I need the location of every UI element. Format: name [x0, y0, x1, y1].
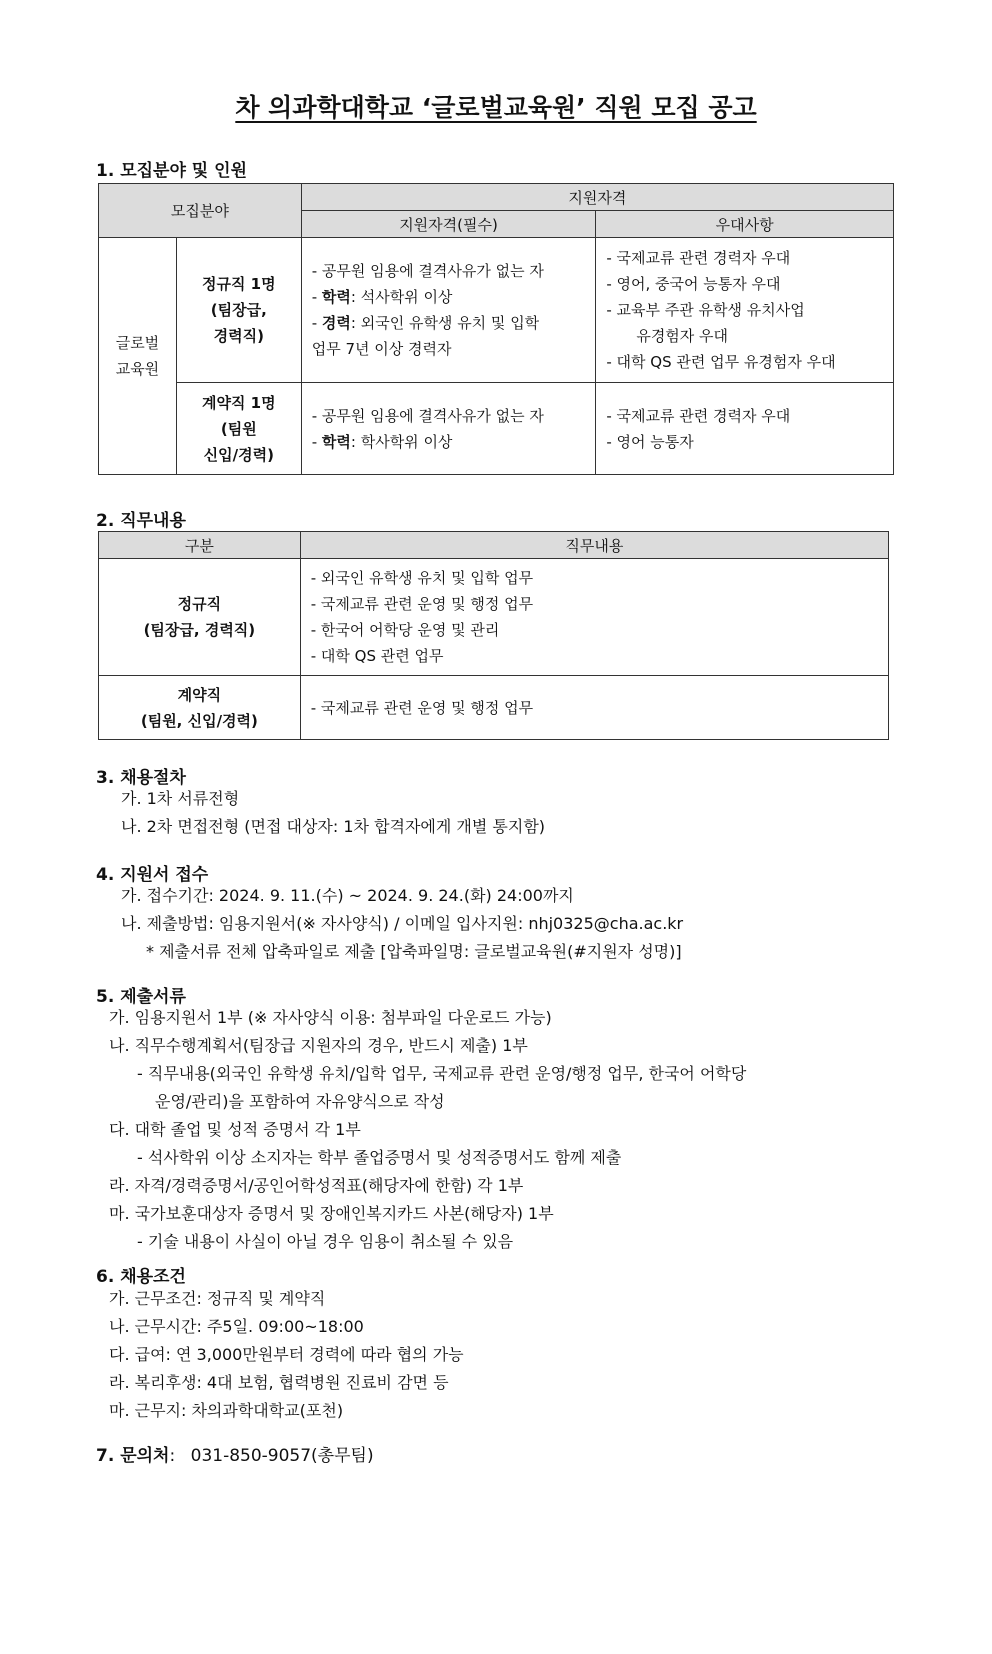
application-period: 가. 접수기간: 2024. 9. 11.(수) ~ 2024. 9. 24.(화) 24:00까지	[121, 886, 574, 905]
position-regular: 정규직 1명 (팀장급, 경력직)	[176, 238, 301, 383]
contract-preferred-cell	[596, 383, 894, 475]
header-required-qualification: 지원자격(필수)	[301, 211, 596, 238]
document-subitem: - 직무내용(외국인 유학생 유치/입학 업무, 국제교류 관련 운영/행정 업무, 한국어 어학당	[137, 1064, 747, 1083]
header-preferred: 우대사항	[596, 211, 894, 238]
section-3-heading: 3. 채용절차	[96, 768, 186, 788]
recruitment-field-table	[98, 183, 894, 475]
department-cell: 글로벌 교육원	[99, 238, 177, 475]
section-4-body	[121, 882, 683, 966]
pref-item: - 교육부 주관 유학생 유치사업	[606, 301, 805, 319]
condition-item: 마. 근무지: 차의과학대학교(포천)	[109, 1401, 344, 1420]
req-item: - 공무원 임용에 결격사유가 없는 자	[311, 406, 544, 425]
header-category: 구분	[99, 532, 301, 559]
procedure-step: 가. 1차 서류전형	[121, 789, 240, 808]
document-item: 가. 임용지원서 1부 (※ 자사양식 이용: 첨부파일 다운로드 가능)	[109, 1008, 552, 1027]
pref-item: - 영어 능통자	[606, 432, 694, 451]
condition-item: 나. 근무시간: 주5일. 09:00~18:00	[109, 1317, 364, 1336]
req-item: - 공무원 임용에 결격사유가 없는 자	[311, 262, 544, 280]
section-1-heading: 1. 모집분야 및 인원	[96, 161, 247, 181]
document-subitem: - 기술 내용이 사실이 아닐 경우 임용이 취소될 수 있음	[137, 1232, 514, 1251]
document-item: 마. 국가보훈대상자 증명서 및 장애인복지카드 사본(해당자) 1부	[109, 1204, 554, 1223]
section-7-heading: 7. 문의처	[96, 1446, 170, 1466]
duty-contract-type: 계약직 (팀원, 신입/경력)	[99, 676, 301, 740]
document-item: 나. 직무수행계획서(팀장급 지원자의 경우, 반드시 제출) 1부	[109, 1036, 528, 1055]
section-7-colon: :	[169, 1446, 176, 1466]
regular-preferred-cell	[596, 238, 894, 383]
condition-item: 다. 급여: 연 3,000만원부터 경력에 따라 협의 가능	[109, 1345, 464, 1364]
pref-item: 유경험자 우대	[636, 327, 729, 345]
condition-item: 라. 복리후생: 4대 보험, 협력병원 진료비 감면 등	[109, 1373, 449, 1392]
application-note: * 제출서류 전체 압축파일로 제출 [압축파일명: 글로벌교육원(#지원자 성명)]	[146, 942, 682, 961]
application-method: 나. 제출방법: 임용지원서(※ 자사양식) / 이메일 입사지원: nhj0325@cha.ac.kr	[121, 914, 684, 933]
duty-item: - 외국인 유학생 유치 및 입학 업무	[310, 569, 534, 587]
req-item: - 학력: 학사학위 이상	[311, 432, 453, 451]
page-title: 차 의과학대학교 ‘글로벌교육원’ 직원 모집 공고	[235, 93, 757, 122]
document-item: 라. 자격/경력증명서/공인어학성적표(해당자에 한함) 각 1부	[109, 1176, 524, 1195]
section-3-body	[121, 785, 545, 841]
contract-required-cell	[301, 383, 596, 475]
duty-item: - 한국어 어학당 운영 및 관리	[310, 621, 500, 639]
pref-item: - 영어, 중국어 능통자 우대	[606, 275, 781, 293]
section-7-body	[96, 1442, 374, 1470]
duty-contract-item: - 국제교류 관련 운영 및 행정 업무	[300, 676, 888, 740]
header-duty: 직무내용	[300, 532, 888, 559]
duty-item: - 국제교류 관련 운영 및 행정 업무	[310, 595, 534, 613]
section-4-heading: 4. 지원서 접수	[96, 865, 209, 885]
pref-item: - 국제교류 관련 경력자 우대	[606, 406, 791, 425]
document-item: 다. 대학 졸업 및 성적 증명서 각 1부	[109, 1120, 361, 1139]
pref-item: - 국제교류 관련 경력자 우대	[606, 249, 791, 267]
req-item: - 학력: 석사학위 이상	[311, 288, 453, 306]
req-item: 업무 7년 이상 경력자	[311, 340, 452, 358]
document-subitem: - 석사학위 이상 소지자는 학부 졸업증명서 및 성적증명서도 함께 제출	[137, 1148, 622, 1167]
req-item: - 경력: 외국인 유학생 유치 및 입학	[311, 314, 540, 332]
duty-regular-type: 정규직 (팀장급, 경력직)	[99, 559, 301, 676]
duty-item: - 대학 QS 관련 업무	[310, 647, 444, 665]
document-subitem: 운영/관리)을 포함하여 자유양식으로 작성	[155, 1092, 445, 1111]
header-qualification: 지원자격	[301, 184, 893, 211]
section-5-body	[109, 1004, 746, 1256]
section-6-body	[109, 1285, 464, 1425]
section-5-heading: 5. 제출서류	[96, 987, 186, 1007]
position-contract: 계약직 1명 (팀원 신입/경력)	[176, 383, 301, 475]
header-recruitment-field: 모집분야	[99, 184, 302, 238]
duty-table	[98, 531, 889, 740]
pref-item: - 대학 QS 관련 업무 유경험자 우대	[606, 353, 836, 371]
procedure-step: 나. 2차 면접전형 (면접 대상자: 1차 합격자에게 개별 통지함)	[121, 817, 546, 836]
condition-item: 가. 근무조건: 정규직 및 계약직	[109, 1289, 326, 1308]
section-6-heading: 6. 채용조건	[96, 1267, 186, 1287]
duty-regular-list	[300, 559, 888, 676]
contact-phone: 031-850-9057(총무팀)	[190, 1446, 374, 1466]
section-2-heading: 2. 직무내용	[96, 511, 186, 531]
regular-required-cell	[301, 238, 596, 383]
